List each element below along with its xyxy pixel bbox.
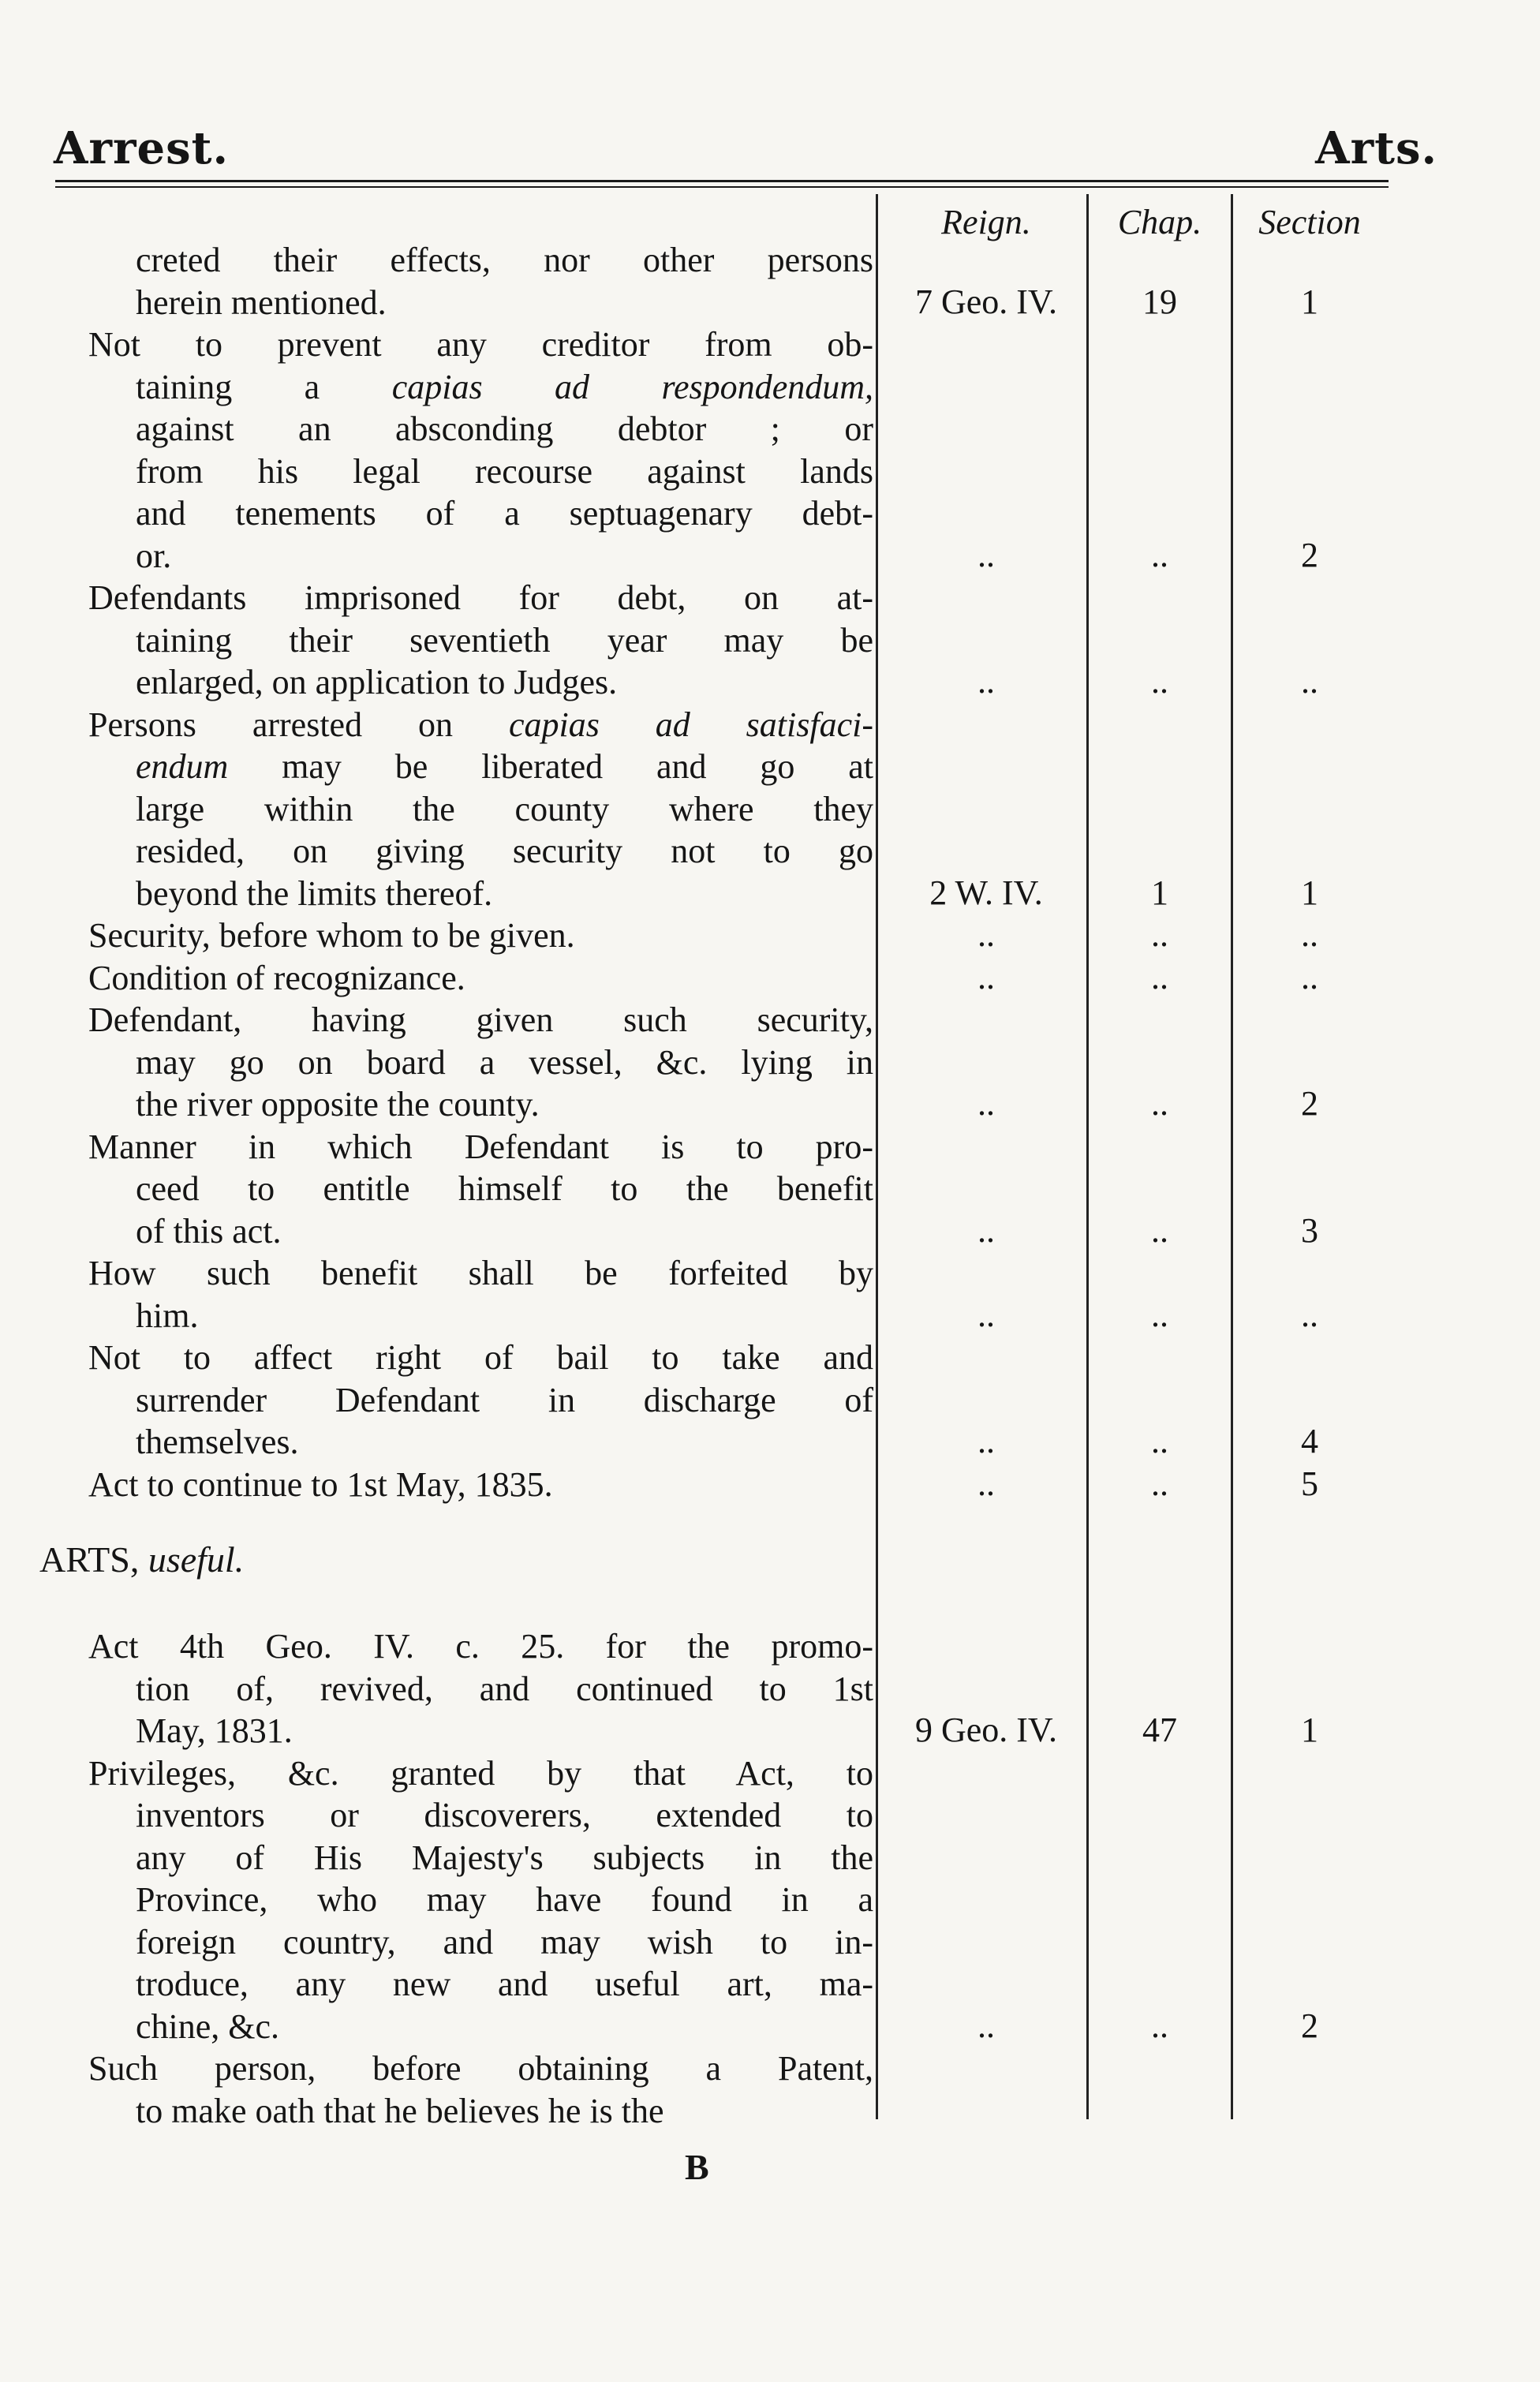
arts-entry-line: chine, &c. (136, 2006, 280, 2046)
arrest-entry-line: ceed to entitle himself to the benefit (136, 1169, 873, 1208)
arts-entry-line: foreign country, and may wish to in- (136, 1922, 873, 1961)
arts-entry-line: Province, who may have found in a (136, 1880, 873, 1919)
arrest-section-cell: 3 (1301, 1210, 1318, 1250)
arrest-reign-cell: .. (977, 915, 995, 954)
arrest-entry-line: against an absconding debtor ; or (136, 409, 873, 448)
signature-mark: B (685, 2147, 709, 2187)
arrest-reign-cell: .. (977, 535, 995, 574)
arrest-section-cell: 1 (1301, 873, 1318, 912)
arrest-entry-line: taining a capias ad respondendum, (136, 367, 873, 406)
arrest-entry (88, 1337, 873, 1464)
arrest-entry (88, 577, 873, 704)
arrest-entry-line: beyond the limits thereof. (136, 873, 493, 913)
arrest-chap-cell: .. (1151, 1422, 1168, 1460)
section-heading-main: ARTS, (39, 1539, 140, 1580)
column-divider-chap (1231, 194, 1233, 2119)
arrest-reign-cell: .. (977, 662, 995, 701)
arts-chap-cell: .. (1151, 2006, 1168, 2045)
arrest-reign-cell: .. (977, 957, 995, 997)
arrest-entry-line: taining their seventieth year may be (136, 620, 873, 660)
arts-entry-line: May, 1831. (136, 1711, 293, 1750)
arts-entry-line: Such person, before obtaining a Patent, (88, 2049, 873, 2088)
arrest-entry-line: herein mentioned. (136, 282, 387, 322)
arrest-entry-line: Persons arrested on capias ad satisfaci- (88, 705, 874, 744)
arrest-entry-line: the river opposite the county. (136, 1085, 540, 1124)
arrest-entry-line: from his legal recourse against lands (136, 451, 873, 491)
arrest-entry (88, 1464, 873, 1506)
arrest-reign-cell: .. (977, 1295, 995, 1334)
arrest-entry-line: and tenements of a septuagenary debt- (136, 494, 873, 533)
arrest-chap-cell: .. (1151, 1295, 1168, 1334)
arrest-chap-cell: .. (1151, 1464, 1168, 1503)
arrest-entry-line: themselves. (136, 1423, 299, 1461)
arrest-entry (88, 1126, 873, 1253)
arrest-entry-line: How such benefit shall be forfeited by (88, 1254, 873, 1292)
running-head-right: Arts. (1315, 122, 1437, 174)
arrest-section-cell: .. (1301, 1295, 1318, 1334)
arrest-entry-line: Manner in which Defendant is to pro- (88, 1127, 873, 1166)
arts-chap-cell: 47 (1142, 1711, 1177, 1749)
column-header-section: Section (1258, 203, 1361, 241)
arrest-reign-cell: .. (977, 1464, 995, 1503)
arrest-section-cell: 5 (1301, 1464, 1318, 1503)
arts-entry-line: Privileges, &c. granted by that Act, to (88, 1753, 873, 1793)
arrest-entry (88, 704, 874, 915)
arrest-entry-line: or. (136, 536, 172, 575)
arrest-entry-line: surrender Defendant in discharge of (136, 1380, 873, 1419)
column-divider-reign (1086, 194, 1089, 2119)
arrest-entry-line: Defendant, having given such security, (88, 1000, 873, 1039)
arrest-entry-line: resided, on giving security not to go (136, 832, 873, 870)
arts-entry-line: tion of, revived, and continued to 1st (136, 1669, 873, 1708)
arts-entry-line: to make oath that he believes he is the (136, 2091, 664, 2130)
arrest-entry-line: Not to affect right of bail to take and (88, 1338, 873, 1377)
arrest-entry-line: of this act. (136, 1211, 282, 1251)
arts-entry-line: Act 4th Geo. IV. c. 25. for the promo- (88, 1627, 873, 1666)
header-rule-bottom (55, 186, 1389, 188)
arrest-entry-line: him. (136, 1296, 199, 1335)
arrest-section-cell: 1 (1301, 282, 1318, 321)
arts-reign-cell: .. (977, 2006, 995, 2045)
arrest-chap-cell: .. (1151, 1084, 1168, 1123)
arts-reign-cell: 9 Geo. IV. (914, 1711, 1058, 1749)
header-rule-top (55, 180, 1389, 182)
arrest-chap-cell: .. (1151, 535, 1168, 574)
arrest-entry-line: enlarged, on application to Judges. (136, 663, 618, 701)
arrest-entry-line: creted their effects, nor other persons (136, 241, 873, 279)
arrest-section-cell: .. (1301, 662, 1318, 701)
arts-section-cell: 2 (1301, 2006, 1318, 2045)
arrest-entry-line: endum may be liberated and go at (136, 747, 873, 786)
arrest-section-cell: .. (1301, 915, 1318, 954)
arrest-section-cell: .. (1301, 957, 1318, 997)
arrest-entry (88, 999, 873, 1126)
arrest-reign-cell: 2 W. IV. (929, 873, 1043, 912)
arts-entry-line: any of His Majesty's subjects in the (136, 1838, 873, 1877)
arrest-chap-cell: .. (1151, 915, 1168, 954)
arts-entry-line: inventors or discoverers, extended to (136, 1796, 873, 1834)
arts-entry (88, 1752, 873, 2048)
running-head-left: Arrest. (54, 122, 229, 174)
arrest-reign-cell: .. (977, 1422, 995, 1460)
arrest-reign-cell: .. (977, 1210, 995, 1250)
column-header-reign: Reign. (941, 203, 1031, 241)
arts-entry (88, 1625, 873, 1752)
arrest-entry (136, 239, 873, 323)
arts-entry-line: troduce, any new and useful art, ma- (136, 1965, 873, 2003)
arrest-entry-line: Defendants imprisoned for debt, on at- (88, 578, 873, 617)
arrest-chap-cell: .. (1151, 662, 1168, 701)
arrest-reign-cell: 7 Geo. IV. (914, 282, 1058, 321)
arts-section-cell: 1 (1301, 1711, 1318, 1749)
arrest-entry-line: large within the county where they (136, 789, 873, 828)
arrest-section-cell: 2 (1301, 1084, 1318, 1123)
arrest-chap-cell: .. (1151, 1210, 1168, 1250)
arrest-chap-cell: 1 (1151, 873, 1168, 912)
section-heading-arts (39, 1539, 244, 1580)
arrest-entry (88, 957, 873, 1000)
arrest-section-cell: 2 (1301, 535, 1318, 574)
arrest-entry-line: Condition of recognizance. (88, 958, 465, 997)
arrest-entry-line: may go on board a vessel, &c. lying in (136, 1042, 873, 1082)
arrest-reign-cell: .. (977, 1084, 995, 1123)
arrest-entry (88, 323, 873, 577)
arrest-entry-line: Act to continue to 1st May, 1835. (88, 1464, 553, 1504)
section-heading-sub: useful. (148, 1539, 245, 1580)
arrest-entry (88, 914, 873, 957)
arrest-entry-line: Not to prevent any creditor from ob- (88, 325, 873, 364)
column-divider-text (876, 194, 878, 2119)
column-header-chap: Chap. (1117, 203, 1202, 241)
arrest-chap-cell: .. (1151, 957, 1168, 997)
arrest-chap-cell: 19 (1142, 282, 1177, 321)
arrest-entry-line: Security, before whom to be given. (88, 916, 575, 955)
arts-entry (88, 2047, 873, 2132)
arrest-section-cell: 4 (1301, 1422, 1318, 1460)
arrest-entry (88, 1252, 873, 1337)
